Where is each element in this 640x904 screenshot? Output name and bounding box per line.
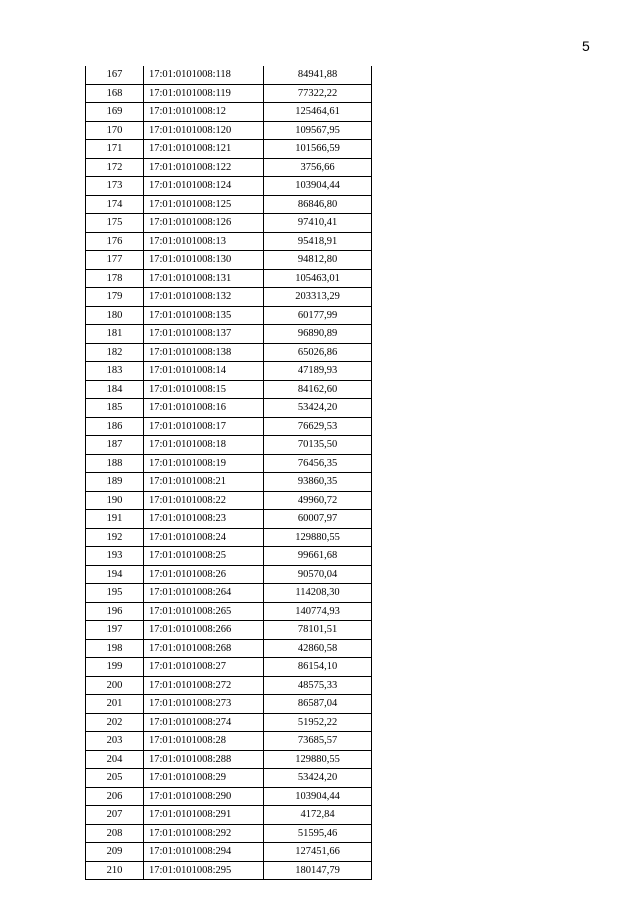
table-row <box>86 288 372 307</box>
page-number: 5 <box>582 38 590 54</box>
cadastral-number-cell: 17:01:0101008:15 <box>144 380 264 399</box>
row-number-cell: 170 <box>86 121 144 140</box>
table-row <box>86 787 372 806</box>
row-number-cell: 206 <box>86 787 144 806</box>
cadastral-number-cell: 17:01:0101008:27 <box>144 658 264 677</box>
table-row <box>86 639 372 658</box>
row-number-cell: 191 <box>86 510 144 529</box>
row-number-cell: 187 <box>86 436 144 455</box>
row-number-cell: 177 <box>86 251 144 270</box>
table-row <box>86 528 372 547</box>
table-row <box>86 195 372 214</box>
row-number-cell: 194 <box>86 565 144 584</box>
row-number-cell: 204 <box>86 750 144 769</box>
row-number-cell: 183 <box>86 362 144 381</box>
row-number-cell: 168 <box>86 84 144 103</box>
value-cell: 84941,88 <box>264 66 372 84</box>
row-number-cell: 171 <box>86 140 144 159</box>
cadastral-number-cell: 17:01:0101008:26 <box>144 565 264 584</box>
value-cell: 129880,55 <box>264 528 372 547</box>
cadastral-number-cell: 17:01:0101008:294 <box>144 843 264 862</box>
cadastral-number-cell: 17:01:0101008:121 <box>144 140 264 159</box>
cadastral-number-cell: 17:01:0101008:14 <box>144 362 264 381</box>
row-number-cell: 209 <box>86 843 144 862</box>
value-cell: 53424,20 <box>264 399 372 418</box>
value-cell: 125464,61 <box>264 103 372 122</box>
table-row <box>86 658 372 677</box>
value-cell: 76456,35 <box>264 454 372 473</box>
row-number-cell: 198 <box>86 639 144 658</box>
table-row <box>86 565 372 584</box>
cadastral-number-cell: 17:01:0101008:17 <box>144 417 264 436</box>
row-number-cell: 210 <box>86 861 144 880</box>
value-cell: 94812,80 <box>264 251 372 270</box>
cadastral-number-cell: 17:01:0101008:265 <box>144 602 264 621</box>
value-cell: 49960,72 <box>264 491 372 510</box>
row-number-cell: 199 <box>86 658 144 677</box>
table-row <box>86 750 372 769</box>
row-number-cell: 167 <box>86 66 144 84</box>
cadastral-number-cell: 17:01:0101008:122 <box>144 158 264 177</box>
row-number-cell: 169 <box>86 103 144 122</box>
cadastral-number-cell: 17:01:0101008:29 <box>144 769 264 788</box>
table-row <box>86 676 372 695</box>
value-cell: 93860,35 <box>264 473 372 492</box>
row-number-cell: 172 <box>86 158 144 177</box>
value-cell: 127451,66 <box>264 843 372 862</box>
value-cell: 103904,44 <box>264 177 372 196</box>
value-cell: 97410,41 <box>264 214 372 233</box>
cadastral-number-cell: 17:01:0101008:19 <box>144 454 264 473</box>
table-row <box>86 269 372 288</box>
cadastral-value-table <box>85 66 372 880</box>
table-row <box>86 510 372 529</box>
table-row <box>86 66 372 84</box>
cadastral-number-cell: 17:01:0101008:25 <box>144 547 264 566</box>
cadastral-number-cell: 17:01:0101008:120 <box>144 121 264 140</box>
table-row <box>86 84 372 103</box>
row-number-cell: 208 <box>86 824 144 843</box>
cadastral-number-cell: 17:01:0101008:12 <box>144 103 264 122</box>
value-cell: 76629,53 <box>264 417 372 436</box>
cadastral-number-cell: 17:01:0101008:28 <box>144 732 264 751</box>
value-cell: 70135,50 <box>264 436 372 455</box>
table-row <box>86 584 372 603</box>
value-cell: 114208,30 <box>264 584 372 603</box>
value-cell: 95418,91 <box>264 232 372 251</box>
value-cell: 60177,99 <box>264 306 372 325</box>
value-cell: 140774,93 <box>264 602 372 621</box>
cadastral-number-cell: 17:01:0101008:295 <box>144 861 264 880</box>
table-row <box>86 140 372 159</box>
row-number-cell: 186 <box>86 417 144 436</box>
table-row <box>86 547 372 566</box>
cadastral-number-cell: 17:01:0101008:21 <box>144 473 264 492</box>
table-row <box>86 417 372 436</box>
row-number-cell: 189 <box>86 473 144 492</box>
row-number-cell: 203 <box>86 732 144 751</box>
row-number-cell: 197 <box>86 621 144 640</box>
table-row <box>86 843 372 862</box>
cadastral-number-cell: 17:01:0101008:131 <box>144 269 264 288</box>
cadastral-number-cell: 17:01:0101008:268 <box>144 639 264 658</box>
table-row <box>86 214 372 233</box>
value-cell: 203313,29 <box>264 288 372 307</box>
value-cell: 109567,95 <box>264 121 372 140</box>
table-row <box>86 491 372 510</box>
table-row <box>86 380 372 399</box>
table-row <box>86 306 372 325</box>
cadastral-number-cell: 17:01:0101008:132 <box>144 288 264 307</box>
value-cell: 51595,46 <box>264 824 372 843</box>
cadastral-number-cell: 17:01:0101008:13 <box>144 232 264 251</box>
value-cell: 73685,57 <box>264 732 372 751</box>
value-cell: 129880,55 <box>264 750 372 769</box>
row-number-cell: 188 <box>86 454 144 473</box>
value-cell: 60007,97 <box>264 510 372 529</box>
cadastral-number-cell: 17:01:0101008:23 <box>144 510 264 529</box>
table-row <box>86 436 372 455</box>
row-number-cell: 173 <box>86 177 144 196</box>
table-row <box>86 713 372 732</box>
cadastral-number-cell: 17:01:0101008:18 <box>144 436 264 455</box>
value-cell: 180147,79 <box>264 861 372 880</box>
row-number-cell: 178 <box>86 269 144 288</box>
cadastral-number-cell: 17:01:0101008:273 <box>144 695 264 714</box>
cadastral-number-cell: 17:01:0101008:291 <box>144 806 264 825</box>
cadastral-number-cell: 17:01:0101008:16 <box>144 399 264 418</box>
value-cell: 3756,66 <box>264 158 372 177</box>
value-cell: 77322,22 <box>264 84 372 103</box>
cadastral-number-cell: 17:01:0101008:288 <box>144 750 264 769</box>
row-number-cell: 180 <box>86 306 144 325</box>
table-row <box>86 158 372 177</box>
value-cell: 96890,89 <box>264 325 372 344</box>
value-cell: 90570,04 <box>264 565 372 584</box>
row-number-cell: 207 <box>86 806 144 825</box>
value-cell: 48575,33 <box>264 676 372 695</box>
value-cell: 4172,84 <box>264 806 372 825</box>
row-number-cell: 193 <box>86 547 144 566</box>
cadastral-number-cell: 17:01:0101008:272 <box>144 676 264 695</box>
table-row <box>86 232 372 251</box>
value-cell: 86587,04 <box>264 695 372 714</box>
row-number-cell: 200 <box>86 676 144 695</box>
row-number-cell: 175 <box>86 214 144 233</box>
cadastral-number-cell: 17:01:0101008:264 <box>144 584 264 603</box>
table-row <box>86 824 372 843</box>
value-cell: 103904,44 <box>264 787 372 806</box>
row-number-cell: 205 <box>86 769 144 788</box>
table-body <box>86 66 372 880</box>
value-cell: 84162,60 <box>264 380 372 399</box>
value-cell: 53424,20 <box>264 769 372 788</box>
cadastral-number-cell: 17:01:0101008:137 <box>144 325 264 344</box>
table-row <box>86 251 372 270</box>
value-cell: 42860,58 <box>264 639 372 658</box>
row-number-cell: 174 <box>86 195 144 214</box>
value-cell: 86846,80 <box>264 195 372 214</box>
cadastral-number-cell: 17:01:0101008:290 <box>144 787 264 806</box>
table-row <box>86 177 372 196</box>
row-number-cell: 181 <box>86 325 144 344</box>
table-row <box>86 343 372 362</box>
value-cell: 47189,93 <box>264 362 372 381</box>
value-cell: 51952,22 <box>264 713 372 732</box>
row-number-cell: 190 <box>86 491 144 510</box>
cadastral-number-cell: 17:01:0101008:292 <box>144 824 264 843</box>
table-row <box>86 362 372 381</box>
row-number-cell: 185 <box>86 399 144 418</box>
cadastral-number-cell: 17:01:0101008:135 <box>144 306 264 325</box>
row-number-cell: 184 <box>86 380 144 399</box>
table-row <box>86 121 372 140</box>
table-row <box>86 454 372 473</box>
cadastral-number-cell: 17:01:0101008:126 <box>144 214 264 233</box>
table-row <box>86 732 372 751</box>
cadastral-number-cell: 17:01:0101008:274 <box>144 713 264 732</box>
row-number-cell: 196 <box>86 602 144 621</box>
row-number-cell: 182 <box>86 343 144 362</box>
cadastral-number-cell: 17:01:0101008:124 <box>144 177 264 196</box>
value-cell: 99661,68 <box>264 547 372 566</box>
cadastral-number-cell: 17:01:0101008:24 <box>144 528 264 547</box>
value-cell: 105463,01 <box>264 269 372 288</box>
table-row <box>86 695 372 714</box>
value-cell: 101566,59 <box>264 140 372 159</box>
table-row <box>86 621 372 640</box>
value-cell: 65026,86 <box>264 343 372 362</box>
cadastral-number-cell: 17:01:0101008:130 <box>144 251 264 270</box>
cadastral-number-cell: 17:01:0101008:125 <box>144 195 264 214</box>
row-number-cell: 179 <box>86 288 144 307</box>
table-row <box>86 103 372 122</box>
table-row <box>86 861 372 880</box>
value-cell: 86154,10 <box>264 658 372 677</box>
cadastral-number-cell: 17:01:0101008:266 <box>144 621 264 640</box>
table-row <box>86 325 372 344</box>
row-number-cell: 195 <box>86 584 144 603</box>
cadastral-number-cell: 17:01:0101008:22 <box>144 491 264 510</box>
table-row <box>86 602 372 621</box>
cadastral-number-cell: 17:01:0101008:119 <box>144 84 264 103</box>
table-row <box>86 806 372 825</box>
cadastral-number-cell: 17:01:0101008:118 <box>144 66 264 84</box>
table-row <box>86 473 372 492</box>
row-number-cell: 202 <box>86 713 144 732</box>
table-row <box>86 769 372 788</box>
cadastral-number-cell: 17:01:0101008:138 <box>144 343 264 362</box>
value-cell: 78101,51 <box>264 621 372 640</box>
table-row <box>86 399 372 418</box>
row-number-cell: 192 <box>86 528 144 547</box>
row-number-cell: 201 <box>86 695 144 714</box>
row-number-cell: 176 <box>86 232 144 251</box>
